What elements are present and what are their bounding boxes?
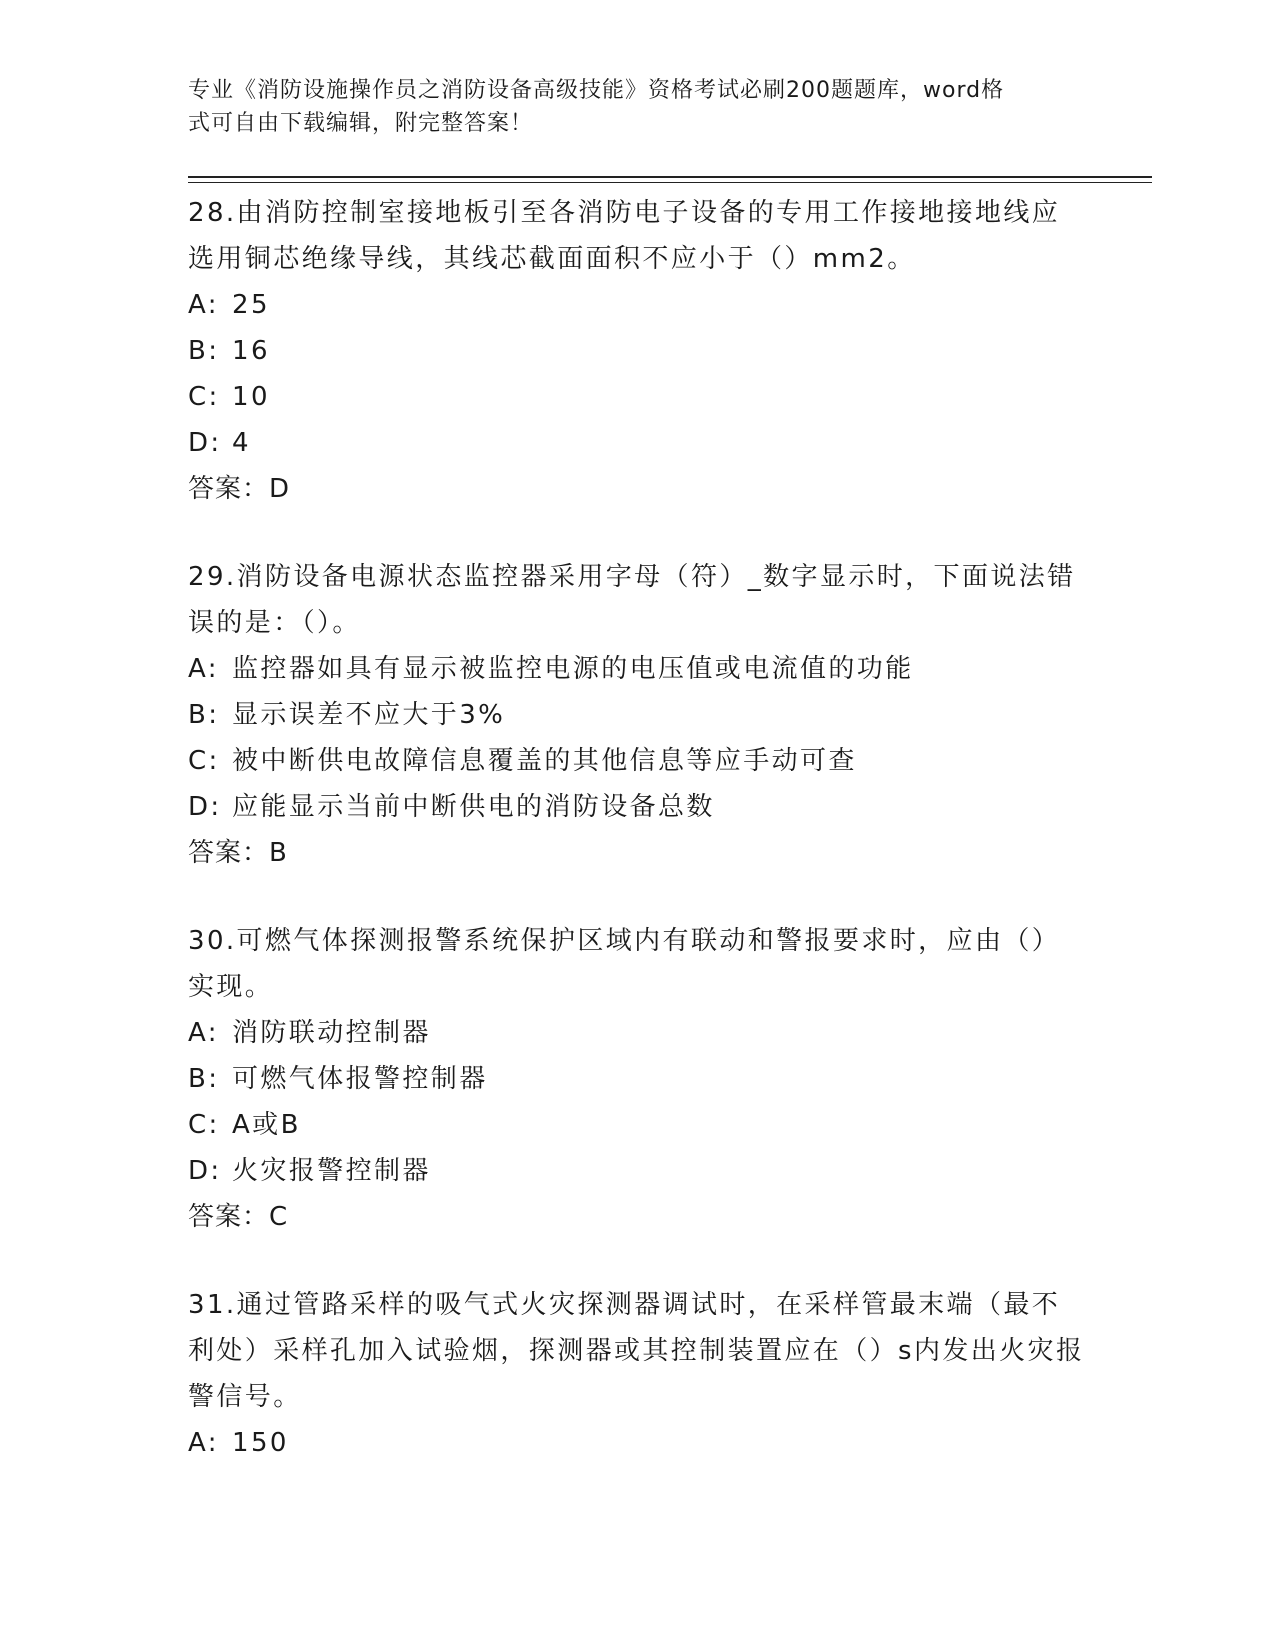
option-text: 应能显示当前中断供电的消防设备总数	[232, 792, 715, 822]
option-b	[188, 1056, 1088, 1102]
option-key: C:	[188, 1110, 220, 1140]
option-c	[188, 374, 1088, 420]
question-30	[188, 918, 1088, 1240]
option-a	[188, 1010, 1088, 1056]
option-c	[188, 1102, 1088, 1148]
option-text: 10	[232, 382, 270, 412]
option-key: D:	[188, 1156, 222, 1186]
option-c	[188, 738, 1088, 784]
option-text: 消防联动控制器	[232, 1018, 431, 1048]
option-key: D:	[188, 792, 222, 822]
option-key: B:	[188, 336, 220, 366]
option-text: 4	[232, 428, 251, 458]
question-stem: 28.由消防控制室接地板引至各消防电子设备的专用工作接地接地线应选用铜芯绝缘导线，其线芯截面面积不应小于（）mm2。	[188, 198, 1061, 274]
option-text: 25	[232, 290, 270, 320]
question-29	[188, 554, 1088, 876]
option-key: A:	[188, 1018, 219, 1048]
option-d	[188, 1148, 1088, 1194]
option-b	[188, 692, 1088, 738]
question-28	[188, 190, 1088, 512]
option-key: C:	[188, 382, 220, 412]
option-d	[188, 784, 1088, 830]
option-text: 被中断供电故障信息覆盖的其他信息等应手动可查	[232, 746, 857, 776]
header-rule-thick	[188, 176, 1152, 178]
question-list	[188, 190, 1088, 1508]
page-header	[188, 74, 1088, 140]
option-key: B:	[188, 700, 220, 730]
question-stem: 30.可燃气体探测报警系统保护区域内有联动和警报要求时，应由（）实现。	[188, 926, 1061, 1002]
option-text: 显示误差不应大于3%	[232, 700, 506, 730]
option-text: 150	[232, 1428, 289, 1458]
option-a	[188, 282, 1088, 328]
option-d	[188, 420, 1088, 466]
option-key: C:	[188, 746, 220, 776]
answer-line: 答案：C	[188, 1202, 289, 1232]
header-rule-thin	[188, 182, 1152, 183]
option-text: 16	[232, 336, 270, 366]
question-stem: 31.通过管路采样的吸气式火灾探测器调试时，在采样管最末端（最不利处）采样孔加入试验烟，探测器或其控制装置应在（）s内发出火灾报警信号。	[188, 1290, 1085, 1412]
option-text: 火灾报警控制器	[232, 1156, 431, 1186]
option-a	[188, 1420, 1088, 1466]
answer-line: 答案：D	[188, 474, 291, 504]
option-key: A:	[188, 654, 219, 684]
option-text: A或B	[232, 1110, 301, 1140]
option-key: D:	[188, 428, 222, 458]
option-b	[188, 328, 1088, 374]
option-key: B:	[188, 1064, 220, 1094]
option-a	[188, 646, 1088, 692]
header-line-2: 式可自由下载编辑，附完整答案！	[188, 111, 534, 136]
option-key: A:	[188, 1428, 219, 1458]
question-31	[188, 1282, 1088, 1466]
question-stem: 29.消防设备电源状态监控器采用字母（符）_数字显示时，下面说法错误的是：（）。	[188, 562, 1076, 638]
option-text: 可燃气体报警控制器	[232, 1064, 488, 1094]
header-line-1: 专业《消防设施操作员之消防设备高级技能》资格考试必刷200题题库，word格	[188, 78, 1005, 103]
option-key: A:	[188, 290, 219, 320]
answer-line: 答案：B	[188, 838, 288, 868]
option-text: 监控器如具有显示被监控电源的电压值或电流值的功能	[232, 654, 914, 684]
